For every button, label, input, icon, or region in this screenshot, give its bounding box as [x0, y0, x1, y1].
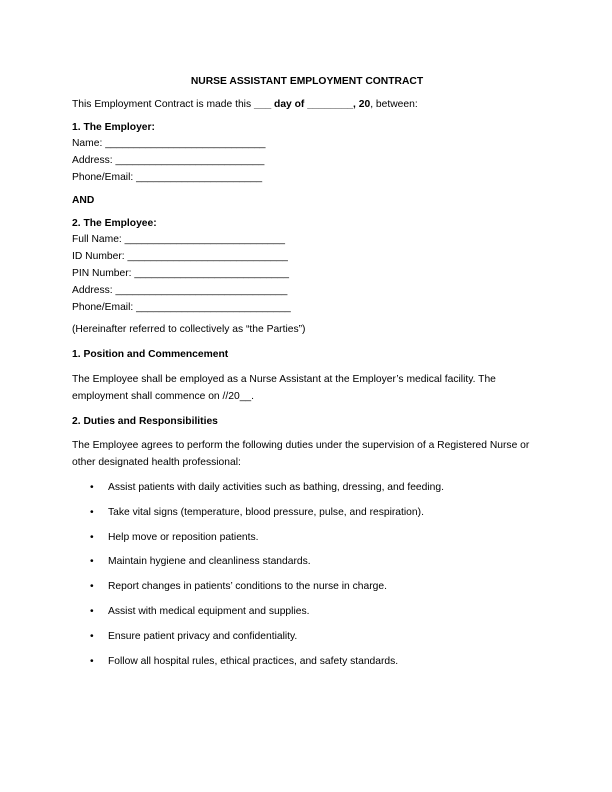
employer-address-field: Address: __________________________: [72, 155, 265, 167]
section2-heading: 2. Duties and Responsibilities: [72, 415, 218, 427]
section1-heading: 1. Position and Commencement: [72, 349, 229, 361]
list-item: • Ensure patient privacy and confidentiality.: [108, 629, 542, 646]
section1-text: The Employee shall be employed as a Nurse Assistant at the Employer’s medical facility. The employment shall commence on //20__.: [72, 373, 496, 402]
employee-heading: 2. The Employee:: [72, 217, 157, 229]
list-item: • Follow all hospital rules, ethical practices, and safety standards.: [108, 654, 542, 671]
intro-date-blanks: ___ day of ________, 20: [253, 98, 371, 110]
employee-id-number-field: ID Number: ____________________________: [72, 251, 288, 263]
document-title: NURSE ASSISTANT EMPLOYMENT CONTRACT: [190, 76, 424, 87]
employee-phone-email-field: Phone/Email: ___________________________: [72, 301, 291, 313]
employer-phone-email-field: Phone/Email: ______________________: [72, 171, 263, 183]
employee-full-name-field: Full Name: ____________________________: [72, 234, 285, 246]
intro-line: [72, 97, 542, 114]
employee-address-field: Address: ______________________________: [72, 284, 288, 296]
intro-suffix: , between:: [370, 98, 418, 110]
list-item: • Take vital signs (temperature, blood pressure, pulse, and respiration).: [108, 505, 542, 522]
employer-heading: 1. The Employer:: [72, 121, 155, 133]
employer-name-field: Name: ____________________________: [72, 138, 266, 150]
list-item: • Assist patients with daily activities such as bathing, dressing, and feeding.: [108, 480, 542, 497]
list-item: • Assist with medical equipment and supplies.: [108, 604, 542, 621]
section2-text: The Employee agrees to perform the following duties under the supervision of a Registered Nurse or other designated health professional:: [72, 440, 530, 469]
parties-note: (Hereinafter referred to collectively as “the Parties”): [72, 324, 306, 336]
list-item: • Maintain hygiene and cleanliness standards.: [108, 554, 542, 571]
list-item: • Help move or reposition patients.: [108, 530, 542, 547]
document-body: [72, 74, 542, 678]
and-label: AND: [72, 194, 95, 206]
duties-list: [72, 480, 542, 670]
intro-prefix: This Employment Contract is made this: [72, 98, 254, 110]
list-item: • Report changes in patients’ conditions to the nurse in charge.: [108, 579, 542, 596]
employee-pin-number-field: PIN Number: ___________________________: [72, 267, 289, 279]
